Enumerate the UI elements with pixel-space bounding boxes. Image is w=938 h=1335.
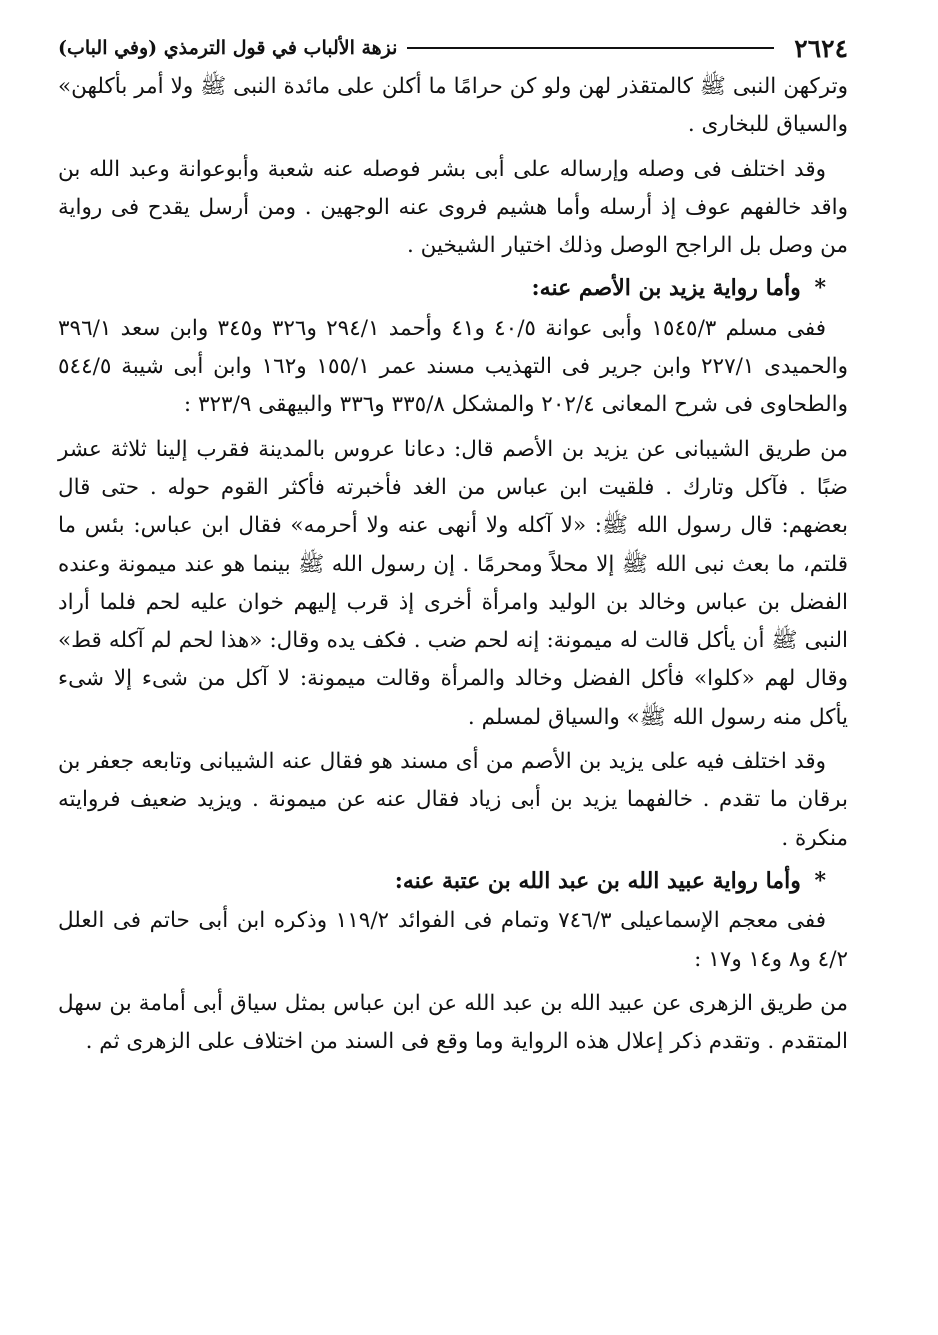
running-title: نزهة الألباب في قول الترمذي (وفي الباب) xyxy=(58,37,398,59)
page-header xyxy=(58,28,848,68)
section-heading xyxy=(58,862,848,900)
paragraph-isnad-discussion: وقد اختلف فى وصله وإرساله على أبى بشر فوصله عنه شعبة وأبوعوانة وعبد الله بن واقد خالفهم عوف إذ أرسله وأما هشيم فروى عنه الوجهين . ومن أرسل يقدح فى رواية من وصل بل الراجح الوصل وذلك اختيار الشيخين . xyxy=(58,156,848,259)
paragraph-hadith-text: من طريق الشيبانى عن يزيد بن الأصم قال: دعانا عروس بالمدينة فقرب إلينا ثلاثة عشر ضبًا . فآكل وتارك . فلقيت ابن عباس من الغد فأخبرته فأكثر القوم حوله . حتى قال بعضهم: قال رسول الله ﷺ: «لا آكله ولا أنهى عنه ولا أحرمه» فقال ابن عباس: بئس ما قلتم، ما بعث نبى الله ﷺ إلا محلاً ومحرمًا . إن رسول الله ﷺ بينما هو عند ميمونة وعنده الفضل بن عباس وخالد بن الوليد وامرأة أخرى إذ قرب إليهم خوان عليه لحم فلما أراد النبى ﷺ أن يأكل قالت له ميمونة: إنه لحم ضب . فكف يده وقال: «هذا لحم لم آكله قط» وقال لهم «كلوا» فأكل الفضل وخالد والمرأة وقالت ميمونة: لا آكل من شىء إلا شىء يأكل منه رسول الله ﷺ» والسياق لمسلم . xyxy=(58,436,848,730)
paragraph-references: ففى معجم الإسماعيلى ٧٤٦/٣ وتمام فى الفوائد ١١٩/٢ وذكره ابن أبى حاتم فى العلل ٤/٢ و٨ و١٤ و١٧ : xyxy=(58,908,848,972)
header-rule xyxy=(407,47,774,49)
star-bullet: * xyxy=(814,275,826,302)
paragraph-continuation: وتركهن النبى ﷺ كالمتقذر لهن ولو كن حرامًا ما أكلن على مائدة النبى ﷺ ولا أمر بأكلهن» والسياق للبخارى . xyxy=(58,74,848,138)
section-heading-text: وأما رواية عبيد الله بن عبد الله بن عتبة عنه: xyxy=(394,867,801,894)
book-page xyxy=(58,28,848,1318)
star-bullet: * xyxy=(814,867,826,894)
section-heading xyxy=(58,269,848,307)
page-number: ٢٦٢٤ xyxy=(794,33,848,63)
section-heading-text: وأما رواية يزيد بن الأصم عنه: xyxy=(531,275,801,302)
paragraph-references: ففى مسلم ١٥٤٥/٣ وأبى عوانة ٤٠/٥ و٤١ وأحمد ٢٩٤/١ و٣٢٦ و٣٤٥ وابن سعد ٣٩٦/١ والحميدى ٢٢٧/١ وابن جرير فى التهذيب مسند عمر ١٥٥/١ و١٦٢ وابن أبى شيبة ٥٤٤/٥ والطحاوى فى شرح المعانى ٢٠٢/٤ والمشكل ٣٣٥/٨ و٣٣٦ والبيهقى ٣٢٣/٩ : xyxy=(58,315,849,418)
paragraph-isnad-discussion: وقد اختلف فيه على يزيد بن الأصم من أى مسند هو فقال عنه الشيبانى وتابعه جعفر بن برقان ما تقدم . خالفهما يزيد بن أبى زياد فقال عنه عن ميمونة . ويزيد ضعيف فروايته منكرة . xyxy=(58,749,848,851)
paragraph-hadith-text: من طريق الزهرى عن عبيد الله بن عبد الله عن ابن عباس بمثل سياق أبى أمامة بن سهل المتقدم . وتقدم ذكر إعلال هذه الرواية وما وقع فى السند من اختلاف على الزهرى ثم . xyxy=(58,990,848,1055)
